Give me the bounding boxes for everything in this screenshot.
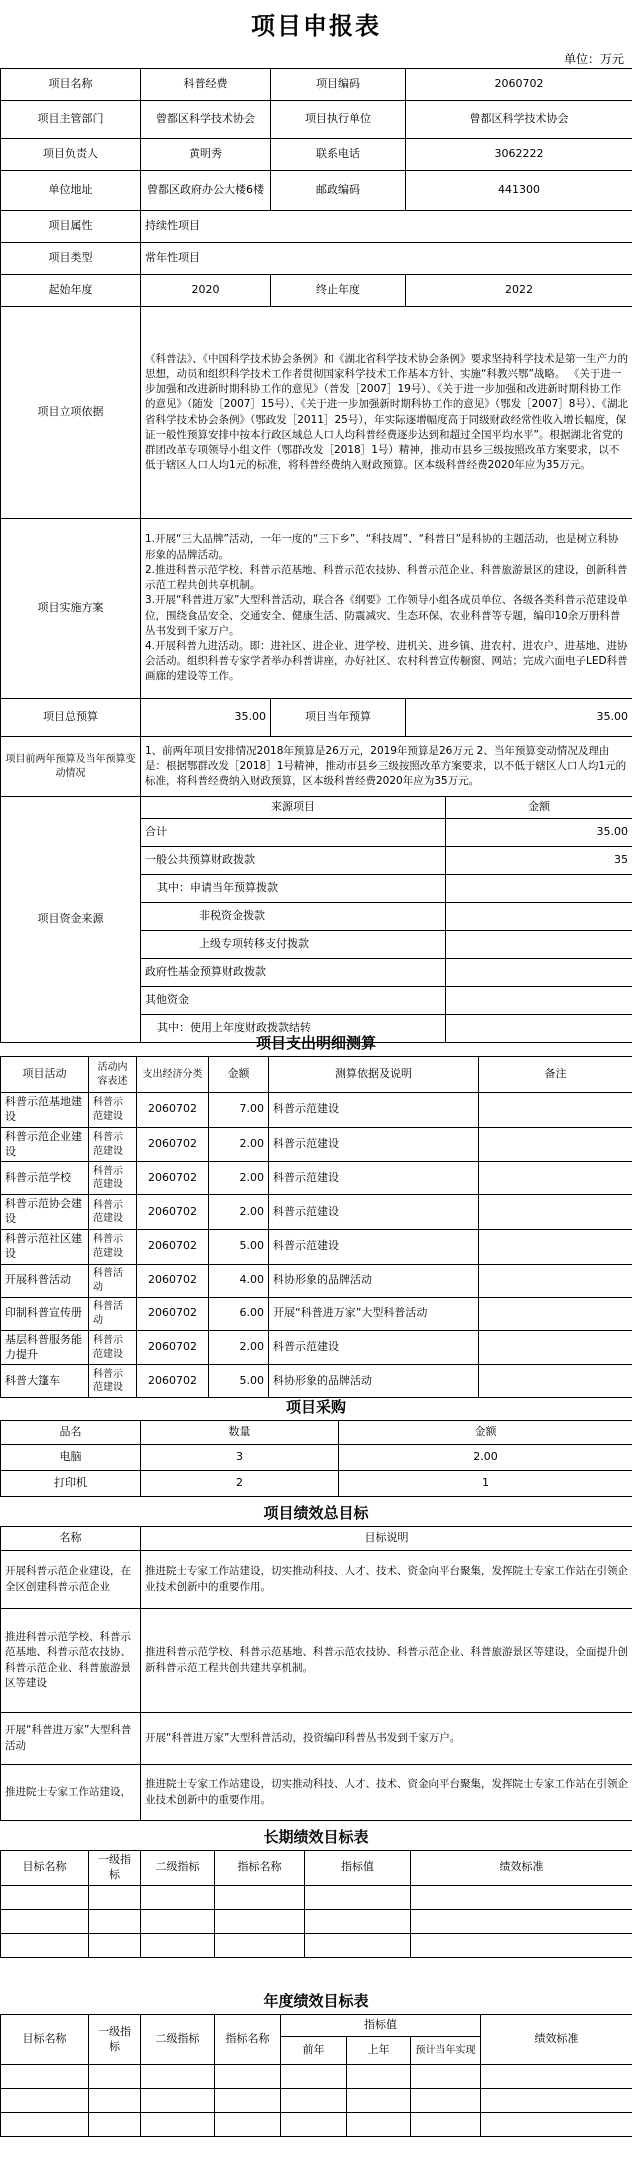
goal-name: 开展科普示范企业建设，在全区创建科普示范企业: [1, 1551, 141, 1609]
prev-budget-info: 1、前两年项目安排情况2018年预算是26万元，2019年预算是26万元 2、当年预算变动情况及理由是：根据鄂群改发［2018］1号精神，推动市县乡三级按照改革方案要求，以不低于辖区人口人均1元的标准，将科普经费纳入财政预算，区本级科普经费2020年应为35万元。: [141, 737, 632, 797]
funds-row-amount: [446, 987, 632, 1015]
exec-unit: 曾都区科学技术协会: [406, 101, 632, 139]
expense-row: [1, 1330, 632, 1365]
expense-note: [479, 1162, 632, 1195]
expense-note: [479, 1093, 632, 1128]
longterm-header: 指标值: [305, 1851, 411, 1886]
expense-row: [1, 1127, 632, 1162]
funds-row-name: 其中：使用上年度财政拨款结转: [141, 1015, 446, 1043]
expense-note: [479, 1330, 632, 1365]
purchase-item-qty: 3: [141, 1445, 339, 1471]
expense-header: 测算依据及说明: [269, 1057, 479, 1093]
expense-note: [479, 1127, 632, 1162]
expense-amount: 4.00: [209, 1264, 269, 1297]
label-prev: 项目前两年预算及当年预算变动情况: [1, 737, 141, 797]
expense-basis: 科普示范建设: [269, 1093, 479, 1128]
expense-activity: 科普大篷车: [1, 1365, 89, 1398]
funds-row-amount: 35.00: [446, 819, 632, 847]
address: 曾都区政府办公大楼6楼: [141, 171, 271, 211]
goals-table: [0, 1526, 632, 1821]
longterm-header: 指标名称: [215, 1851, 305, 1886]
expense-activity: 科普示范企业建设: [1, 1127, 89, 1162]
funds-row-name: 合计: [141, 819, 446, 847]
expense-activity: 科普示范基地建设: [1, 1093, 89, 1128]
expense-row: [1, 1093, 632, 1128]
expense-basis: 科普示范建设: [269, 1195, 479, 1230]
annual-header: 绩效标准: [481, 2015, 632, 2065]
expense-class: 2060702: [137, 1127, 209, 1162]
funds-row-amount: [446, 903, 632, 931]
label-address: 单位地址: [1, 171, 141, 211]
phone: 3062222: [406, 139, 632, 171]
owner: 黄明秀: [141, 139, 271, 171]
longterm-section-title: 长期绩效目标表: [263, 1828, 369, 1846]
label-project-name: 项目名称: [1, 69, 141, 101]
label-cur: 项目当年预算: [271, 699, 406, 737]
expense-desc: 科普示范建设: [89, 1365, 137, 1398]
goals-header: 名称: [1, 1527, 141, 1551]
annual-header: 目标名称: [1, 2015, 89, 2065]
label-project-code: 项目编码: [271, 69, 406, 101]
annual-subheader: 上年: [347, 2037, 411, 2065]
expense-row: [1, 1230, 632, 1265]
expense-class: 2060702: [137, 1264, 209, 1297]
plan-item: 4.开展科普九进活动。即：进社区、进企业、进学校、进机关、进乡镇、进农村、进农户、进基地、进协会活动。组织科普专家学者举办科普讲座，办好社区、农村科普宣传橱窗、网站；完成六面电子LED科普画廊的建设等工作。: [145, 639, 628, 683]
expense-note: [479, 1230, 632, 1265]
expense-basis: 科普示范建设: [269, 1230, 479, 1265]
longterm-table: [0, 1850, 632, 1958]
longterm-header: 一级指标: [89, 1851, 141, 1886]
funds-row-name: 非税资金拨款: [141, 903, 446, 931]
goal-desc: 推进院士专家工作站建设，切实推动科技、人才、技术、资金向平台聚集，发挥院士专家工作站在引领企业技术创新中的重要作用。: [141, 1765, 632, 1821]
unit-label: 单位：万元: [563, 52, 624, 66]
annual-header: 指标名称: [215, 2015, 281, 2065]
goal-name: 推进院士专家工作站建设，: [1, 1765, 141, 1821]
expense-amount: 5.00: [209, 1230, 269, 1265]
expense-desc: 科普示范建设: [89, 1127, 137, 1162]
goal-desc: 开展“科普进万家”大型科普活动，投资编印科普丛书发到千家万户。: [141, 1713, 632, 1765]
annual-subheader: 前年: [281, 2037, 347, 2065]
expense-header: 金额: [209, 1057, 269, 1093]
expense-row: [1, 1297, 632, 1330]
dept: 曾都区科学技术协会: [141, 101, 271, 139]
funds-col-amount: 金额: [446, 797, 632, 819]
expense-note: [479, 1365, 632, 1398]
annual-subheader: 预计当年实现: [411, 2037, 481, 2065]
expense-desc: 科普示范建设: [89, 1330, 137, 1365]
funds-col-source: 来源项目: [141, 797, 446, 819]
label-plan: 项目实施方案: [1, 519, 141, 699]
project-plan: [141, 519, 632, 699]
funds-row-name: 上级专项转移支付拨款: [141, 931, 446, 959]
plan-item: 2.推进科普示范学校、科普示范基地、科普示范农技协、科普示范企业、科普旅游景区的建设，创新科普示范工程共创共享机制。: [145, 563, 628, 592]
funds-row-name: 其他资金: [141, 987, 446, 1015]
funds-row-amount: 35: [446, 847, 632, 875]
annual-section-title: 年度绩效目标表: [263, 1992, 369, 2010]
total-budget: 35.00: [141, 699, 271, 737]
start-year: 2020: [141, 275, 271, 307]
purchase-item-amount: 1: [339, 1471, 632, 1497]
expense-class: 2060702: [137, 1330, 209, 1365]
expense-activity: 开展科普活动: [1, 1264, 89, 1297]
expense-row: [1, 1365, 632, 1398]
expense-amount: 2.00: [209, 1330, 269, 1365]
current-budget: 35.00: [406, 699, 632, 737]
expense-basis: 科普示范建设: [269, 1330, 479, 1365]
plan-item: 3.开展“科普进万家”大型科普活动，联合各《纲要》工作领导小组各成员单位、各级各类科普示范建设单位，围绕食品安全、交通安全、健康生活、防震减灾、生态环保、农业科普等专题，编印10余万册科普丛书发到千家万户。: [145, 594, 628, 637]
funds-row-name: 一般公共预算财政拨款: [141, 847, 446, 875]
purchase-item-qty: 2: [141, 1471, 339, 1497]
label-dept: 项目主管部门: [1, 101, 141, 139]
project-info-table: [0, 68, 632, 797]
purchase-header: 金额: [339, 1421, 632, 1445]
label-owner: 项目负责人: [1, 139, 141, 171]
expense-header: 支出经济分类: [137, 1057, 209, 1093]
label-zip: 邮政编码: [271, 171, 406, 211]
expense-class: 2060702: [137, 1230, 209, 1265]
funds-row-name: 其中：申请当年预算拨款: [141, 875, 446, 903]
purchase-header: 品名: [1, 1421, 141, 1445]
longterm-header: 绩效标准: [411, 1851, 632, 1886]
expense-desc: 科普示范建设: [89, 1230, 137, 1265]
expense-class: 2060702: [137, 1195, 209, 1230]
expense-section-title: 项目支出明细测算: [255, 1034, 376, 1052]
label-phone: 联系电话: [271, 139, 406, 171]
expense-class: 2060702: [137, 1297, 209, 1330]
label-total: 项目总预算: [1, 699, 141, 737]
project-type: 常年性项目: [141, 243, 632, 275]
zip: 441300: [406, 171, 632, 211]
purchase-header: 数量: [141, 1421, 339, 1445]
label-basis: 项目立项依据: [1, 307, 141, 519]
expense-row: [1, 1264, 632, 1297]
expense-basis: 科普示范建设: [269, 1127, 479, 1162]
project-attr: 持续性项目: [141, 211, 632, 243]
goal-name: 推进科普示范学校、科普示范基地、科普示范农技协、科普示范企业、科普旅游景区等建设: [1, 1609, 141, 1713]
expense-class: 2060702: [137, 1365, 209, 1398]
label-exec: 项目执行单位: [271, 101, 406, 139]
purchase-table: [0, 1420, 632, 1497]
expense-class: 2060702: [137, 1093, 209, 1128]
purchase-item-name: 电脑: [1, 1445, 141, 1471]
expense-header: 活动内容表述: [89, 1057, 137, 1093]
goal-desc: 推进院士专家工作站建设，切实推动科技、人才、技术、资金向平台聚集，发挥院士专家工作站在引领企业技术创新中的重要作用。: [141, 1551, 632, 1609]
label-end: 终止年度: [271, 275, 406, 307]
purchase-item-amount: 2.00: [339, 1445, 632, 1471]
project-basis: 《科普法》、《中国科学技术协会条例》和《湖北省科学技术协会条例》要求坚持科学技术是第一生产力的思想，动员和组织科学技术工作者贯彻国家科学技术工作基本方针、实施“科教兴鄂”战略。 《关于进一步加强和改进新时期科协工作的意见》（普发［2007］19号）、《关于进一步加强和改进新时期科协工作的意见》（随发［2007］15号）、《关于进一步加强新时期科协工作的意见》（鄂发［2007］8号）、《湖北省科学技术协会条例》（鄂政发［2011］25号），年实际逐增幅度高于同级财政经常性收入增长幅度，保证一般性预算安排中按本行政区域总人口人均科普经费逐步达到和超过全国平均水平”。根据湖北省党的群团改革专项领导小组文件（鄂群改发［2018］1号）精神，推动市县乡三级按照改革方案要求，以不低于辖区人口人均1元的标准，将科普经费纳入财政预算。区本级科普经费2020年应为35万元。: [141, 307, 632, 519]
expense-activity: 基层科普服务能力提升: [1, 1330, 89, 1365]
expense-amount: 7.00: [209, 1093, 269, 1128]
project-code: 2060702: [406, 69, 632, 101]
longterm-header: 目标名称: [1, 1851, 89, 1886]
expense-note: [479, 1195, 632, 1230]
project-name: 科普经费: [141, 69, 271, 101]
label-start: 起始年度: [1, 275, 141, 307]
expense-row: [1, 1195, 632, 1230]
expense-amount: 2.00: [209, 1127, 269, 1162]
expense-desc: 科普示范建设: [89, 1162, 137, 1195]
expense-activity: 科普示范社区建设: [1, 1230, 89, 1265]
funds-source-table: [0, 796, 632, 1043]
page-title: 项目申报表: [251, 12, 381, 40]
goal-name: 开展“科普进万家”大型科普活动: [1, 1713, 141, 1765]
expense-activity: 科普示范学校: [1, 1162, 89, 1195]
goal-desc: 推进科普示范学校、科普示范基地、科普示范农技协、科普示范企业、科普旅游景区等建设，全面提升创新科普示范工程共创共建共享机制。: [141, 1609, 632, 1713]
expense-basis: 科协形象的品牌活动: [269, 1365, 479, 1398]
expense-activity: 科普示范协会建设: [1, 1195, 89, 1230]
end-year: 2022: [406, 275, 632, 307]
expense-basis: 科普示范建设: [269, 1162, 479, 1195]
goals-header: 目标说明: [141, 1527, 632, 1551]
expense-desc: 科普活动: [89, 1297, 137, 1330]
expense-header: 项目活动: [1, 1057, 89, 1093]
expense-header: 备注: [479, 1057, 632, 1093]
purchase-section-title: 项目采购: [285, 1398, 346, 1416]
expense-desc: 科普活动: [89, 1264, 137, 1297]
expense-amount: 6.00: [209, 1297, 269, 1330]
plan-item: 1.开展“三大品牌”活动，一年一度的“三下乡”、“科技周”、“科普日”是科协的主题活动，也是树立科协形象的品牌活动。: [145, 533, 619, 561]
label-funds: 项目资金来源: [1, 797, 141, 1043]
label-attr: 项目属性: [1, 211, 141, 243]
expense-amount: 5.00: [209, 1365, 269, 1398]
expense-note: [479, 1264, 632, 1297]
expense-row: [1, 1162, 632, 1195]
expense-basis: 开展“科普进万家”大型科普活动: [269, 1297, 479, 1330]
expense-table: [0, 1056, 632, 1398]
expense-class: 2060702: [137, 1162, 209, 1195]
goals-section-title: 项目绩效总目标: [263, 1504, 369, 1522]
purchase-item-name: 打印机: [1, 1471, 141, 1497]
annual-header: 指标值: [281, 2015, 481, 2037]
longterm-header: 二级指标: [141, 1851, 215, 1886]
expense-note: [479, 1297, 632, 1330]
funds-row-amount: [446, 959, 632, 987]
label-type: 项目类型: [1, 243, 141, 275]
annual-header: 二级指标: [141, 2015, 215, 2065]
funds-row-name: 政府性基金预算财政拨款: [141, 959, 446, 987]
expense-amount: 2.00: [209, 1162, 269, 1195]
funds-row-amount: [446, 931, 632, 959]
expense-amount: 2.00: [209, 1195, 269, 1230]
expense-desc: 科普示范建设: [89, 1093, 137, 1128]
annual-header: 一级指标: [89, 2015, 141, 2065]
expense-basis: 科协形象的品牌活动: [269, 1264, 479, 1297]
funds-row-amount: [446, 875, 632, 903]
expense-activity: 印制科普宣传册: [1, 1297, 89, 1330]
annual-table: [0, 2014, 632, 2137]
expense-desc: 科普示范建设: [89, 1195, 137, 1230]
